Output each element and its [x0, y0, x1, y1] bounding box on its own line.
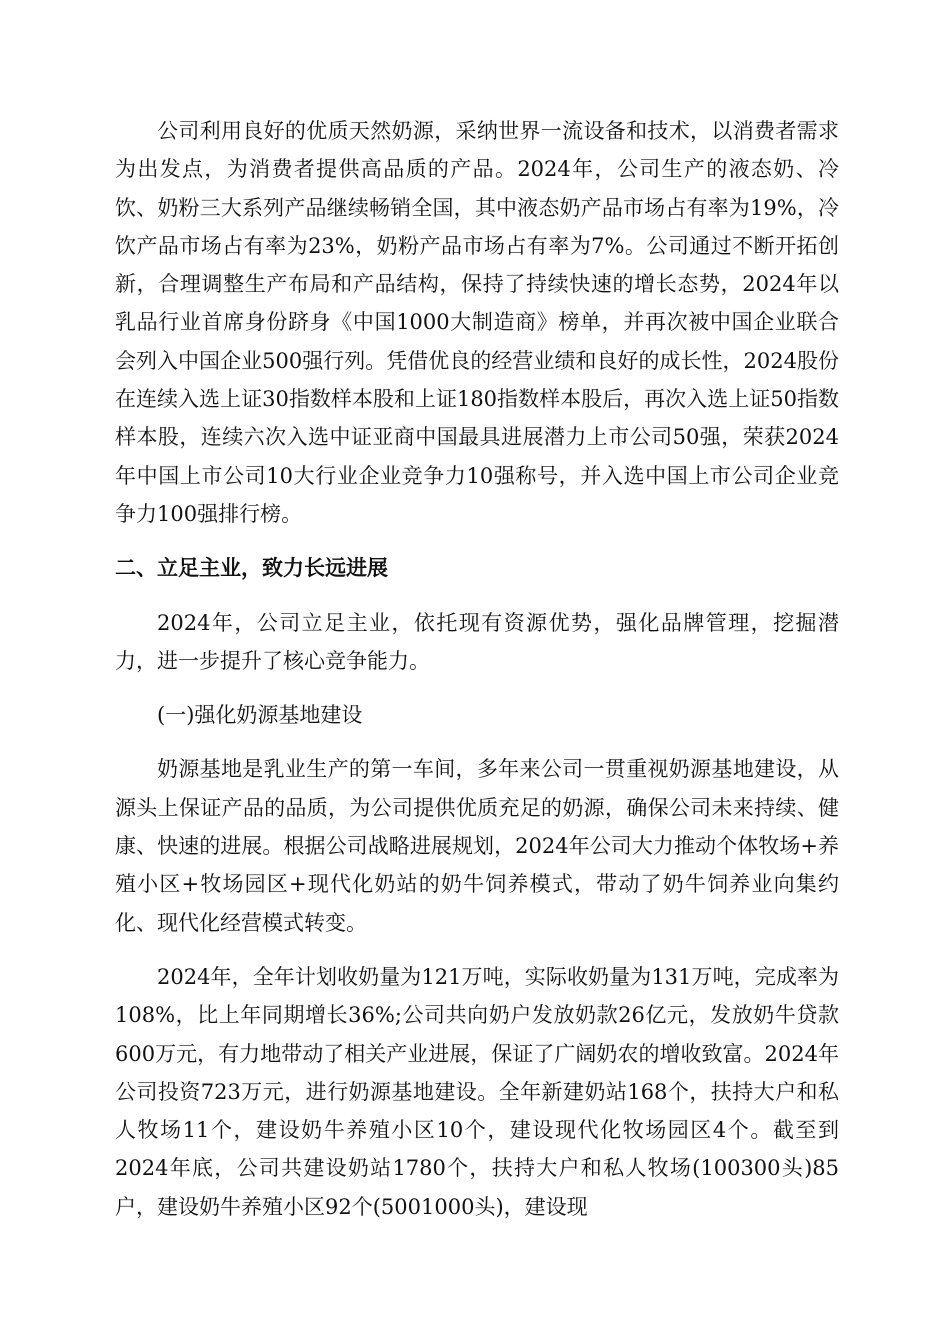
body-paragraph: 奶源基地是乳业生产的第一车间，多年来公司一贯重视奶源基地建设，从源头上保证产品的品质，为公司提供优质充足的奶源，确保公司未来持续、健康、快速的进展。根据公司战略进展规划，2024年公司大力推动个体牧场+养殖小区+牧场园区+现代化奶站的奶牛饲养模式，带动了奶牛饲养业向集约化、现代化经营模式转变。	[115, 757, 839, 935]
document-page	[115, 112, 839, 1226]
section-heading: 二、立足主业，致力长远进展	[115, 555, 388, 581]
body-paragraph: 公司利用良好的优质天然奶源，采纳世界一流设备和技术，以消费者需求为出发点，为消费者提供高品质的产品。2024年，公司生产的液态奶、冷饮、奶粉三大系列产品继续畅销全国，其中液态奶产品市场占有率为19%，冷饮产品市场占有率为23%，奶粉产品市场占有率为7%。公司通过不断开拓创新，合理调整生产布局和产品结构，保持了持续快速的增长态势，2024年以乳品行业首席身份跻身《中国1000大制造商》榜单，并再次被中国企业联合会列入中国企业500强行列。凭借优良的经营业绩和良好的成长性，2024股份在连续入选上证30指数样本股和上证180指数样本股后，再次入选上证50指数样本股，连续六次入选中证亚商中国最具进展潜力上市公司50强，荣获2024年中国上市公司10大行业企业竞争力10强称号，并入选中国上市公司企业竞争力100强排行榜。	[115, 119, 839, 526]
subsection-heading: (一)强化奶源基地建设	[157, 703, 363, 728]
body-paragraph: 2024年，全年计划收奶量为121万吨，实际收奶量为131万吨，完成率为108%，比上年同期增长36%;公司共向奶户发放奶款26亿元，发放奶牛贷款600万元，有力地带动了相关产业进展，保证了广阔奶农的增收致富。2024年公司投资723万元，进行奶源基地建设。全年新建奶站168个，扶持大户和私人牧场11个，建设奶牛养殖小区10个，建设现代化牧场园区4个。截至到2024年底，公司共建设奶站1780个，扶持大户和私人牧场(100300头)85户，建设奶牛养殖小区92个(5001000头)，建设现	[115, 964, 839, 1219]
body-paragraph: 2024年，公司立足主业，依托现有资源优势，强化品牌管理，挖掘潜力，进一步提升了核心竞争能力。	[115, 610, 839, 673]
